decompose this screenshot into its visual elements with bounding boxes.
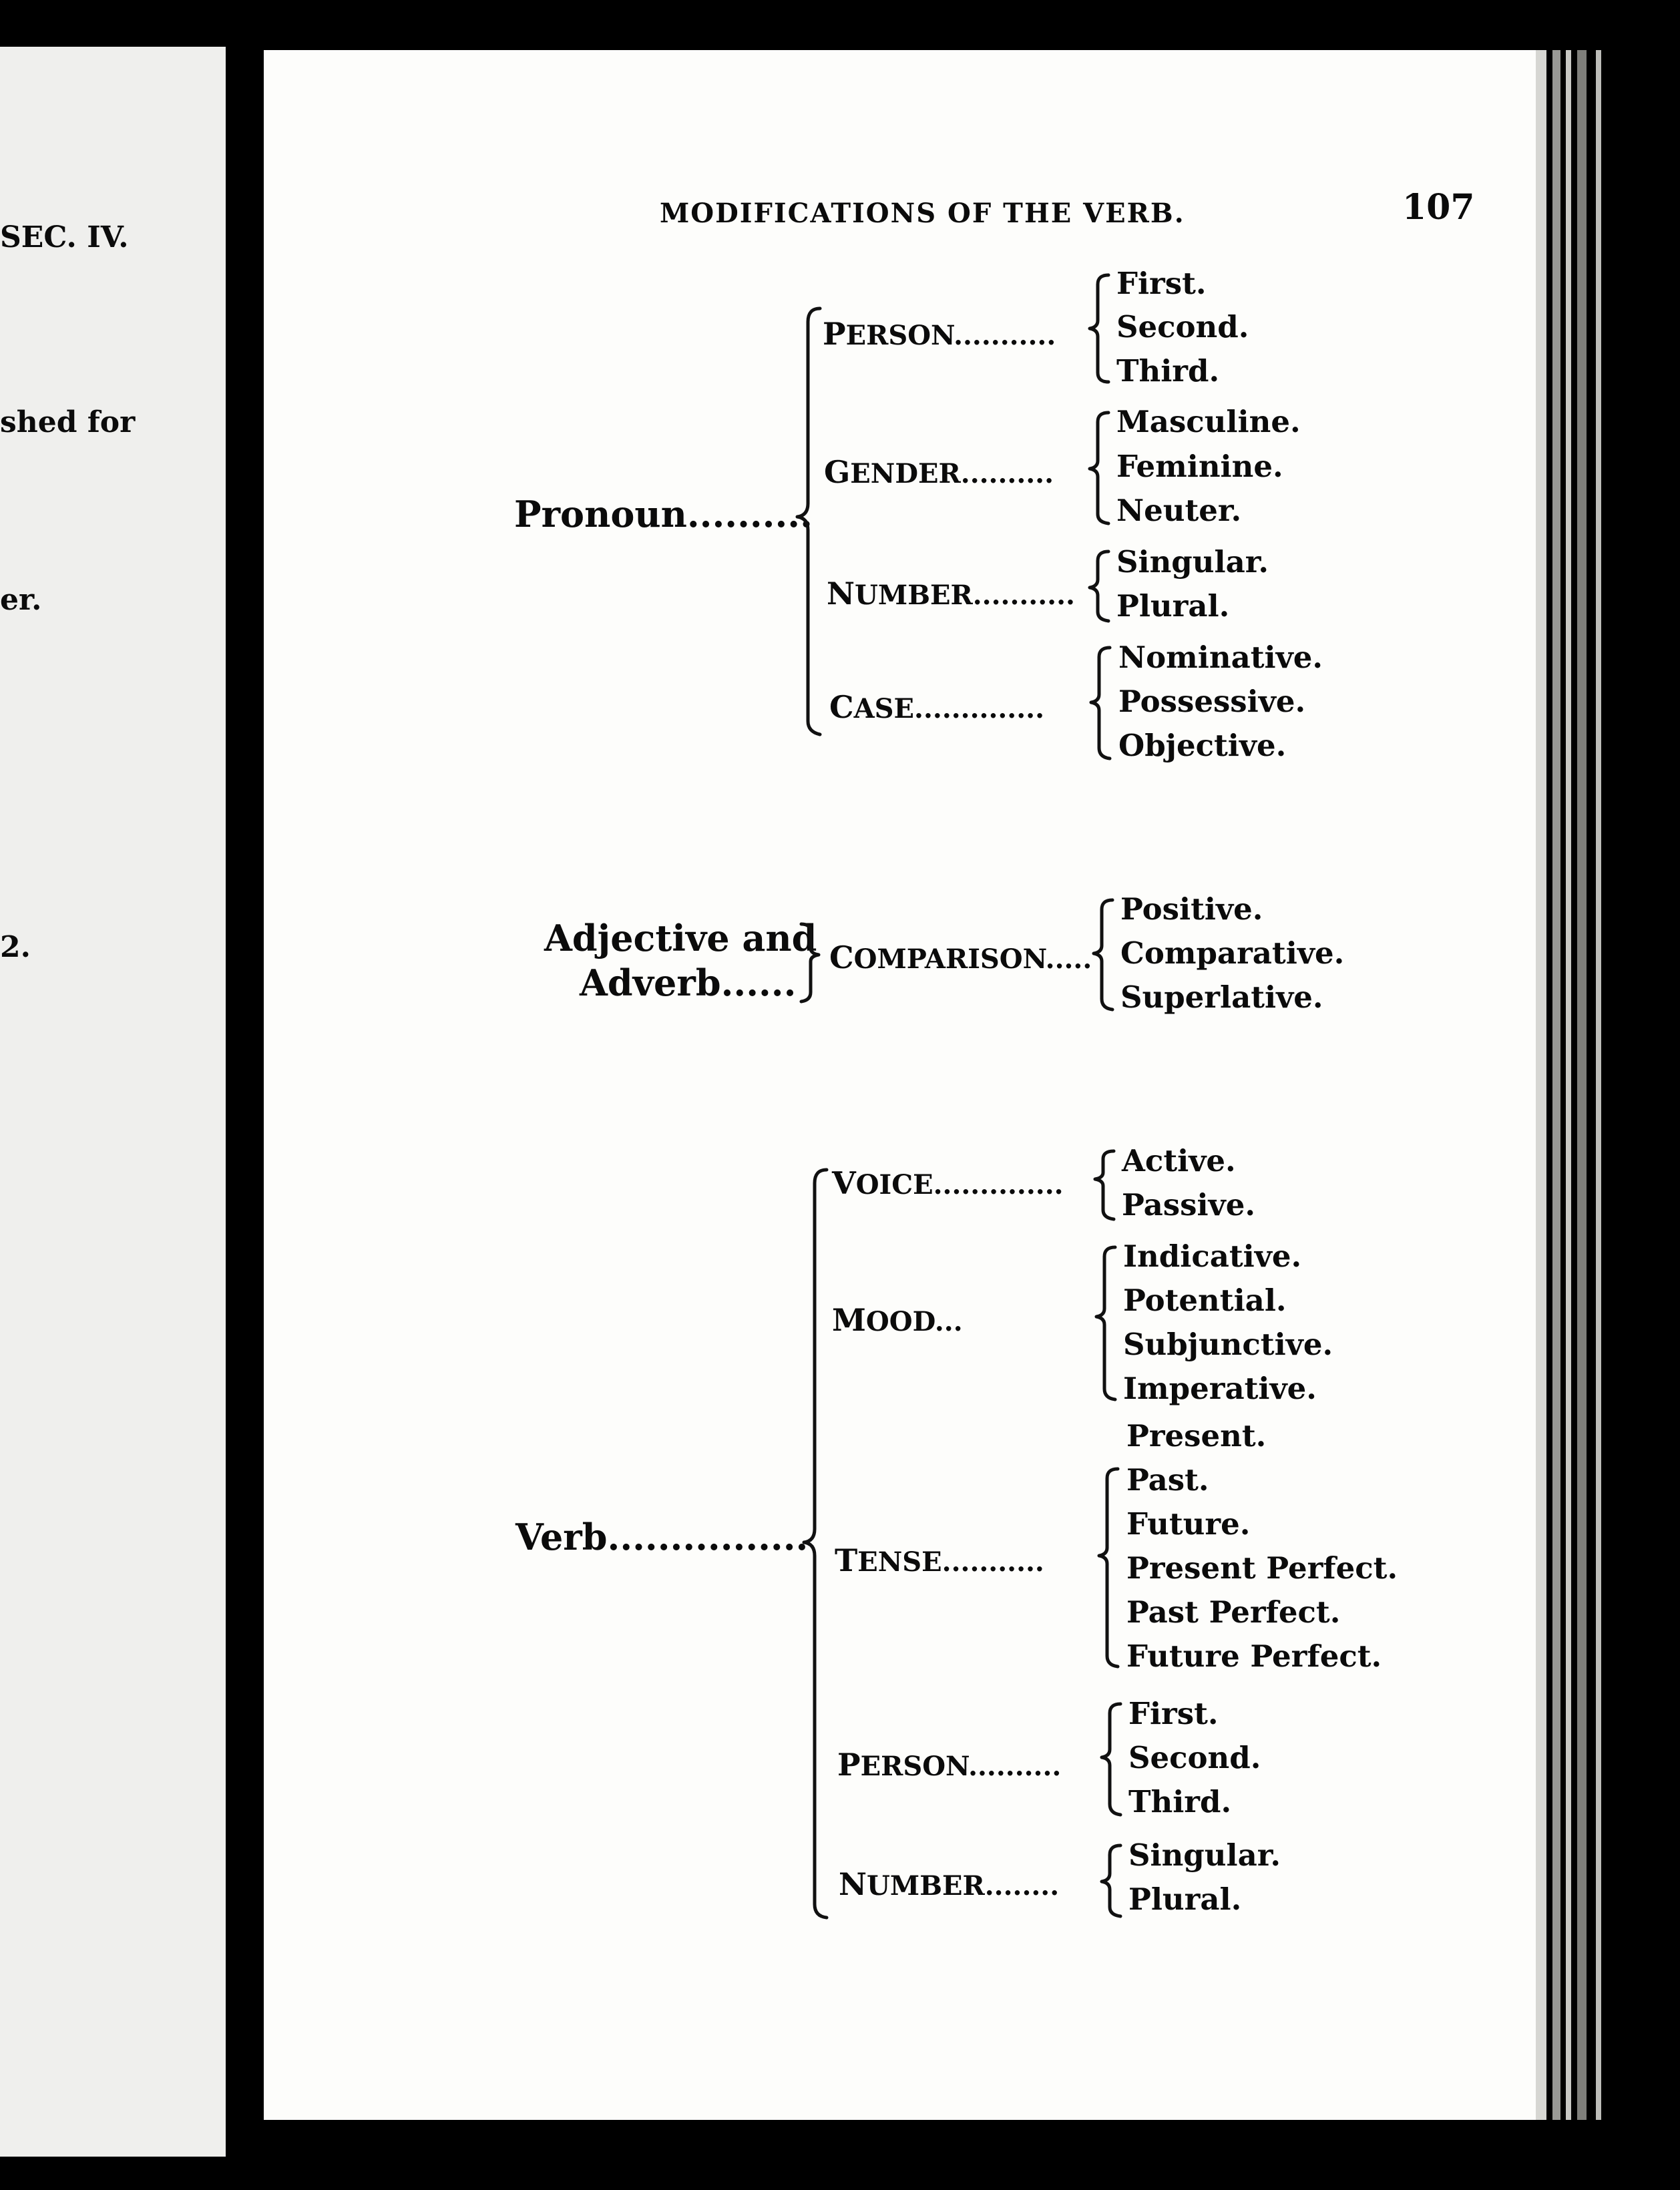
previous-page-section: SEC. IV. bbox=[0, 220, 129, 254]
verb-number-item: Plural. bbox=[1128, 1882, 1242, 1917]
verb-tense-item: Future. bbox=[1126, 1506, 1251, 1542]
running-head: MODIFICATIONS OF THE VERB. bbox=[660, 198, 1185, 229]
pronoun-number-label: NUMBER........... bbox=[827, 576, 1075, 612]
pronoun-gender-item: Neuter. bbox=[1116, 493, 1242, 528]
verb-mood-item: Subjunctive. bbox=[1123, 1327, 1333, 1362]
pronoun-case-item: Objective. bbox=[1118, 728, 1287, 763]
pronoun-case-item: Nominative. bbox=[1118, 640, 1323, 675]
verb-tense-item: Past. bbox=[1126, 1462, 1209, 1498]
verb-person-item: First. bbox=[1128, 1696, 1219, 1731]
pronoun-person-label: PERSON........... bbox=[823, 316, 1056, 352]
page-edge bbox=[1566, 50, 1571, 2120]
previous-page-fragment: shed for bbox=[0, 405, 136, 439]
verb-mood-item: Imperative. bbox=[1123, 1371, 1317, 1406]
comparison-item: Comparative. bbox=[1120, 935, 1345, 971]
page bbox=[264, 50, 1536, 2120]
verb-voice-item: Active. bbox=[1122, 1143, 1236, 1178]
comparison-label: COMPARISON..... bbox=[829, 939, 1092, 975]
page-edge bbox=[1552, 50, 1560, 2120]
pronoun-person-item: Second. bbox=[1116, 309, 1249, 345]
verb-tense-item: Present Perfect. bbox=[1126, 1550, 1398, 1586]
verb-mood-label: MOOD... bbox=[832, 1302, 963, 1338]
pronoun-person-item: First. bbox=[1116, 266, 1207, 301]
pronoun-number-item: Singular. bbox=[1116, 544, 1269, 580]
adjective-title: Adverb...... bbox=[580, 961, 797, 1004]
pronoun-gender-item: Masculine. bbox=[1116, 404, 1301, 439]
previous-page bbox=[0, 47, 226, 2157]
pronoun-gender-label: GENDER.......... bbox=[824, 454, 1054, 490]
verb-person-item: Third. bbox=[1128, 1784, 1232, 1819]
verb-tense-label: TENSE........... bbox=[835, 1542, 1044, 1578]
verb-voice-item: Passive. bbox=[1122, 1187, 1255, 1223]
verb-tense-item: Future Perfect. bbox=[1126, 1638, 1382, 1674]
verb-voice-label: VOICE.............. bbox=[832, 1165, 1064, 1201]
pronoun-person-item: Third. bbox=[1116, 353, 1220, 389]
verb-mood-item: Potential. bbox=[1123, 1283, 1287, 1318]
pronoun-case-label: CASE.............. bbox=[829, 689, 1045, 725]
verb-number-label: NUMBER........ bbox=[839, 1866, 1060, 1902]
pronoun-case-item: Possessive. bbox=[1118, 684, 1306, 719]
pronoun-title: Pronoun.......... bbox=[514, 493, 813, 535]
verb-title: Verb................ bbox=[515, 1516, 809, 1558]
page-edge bbox=[1536, 50, 1546, 2120]
comparison-item: Positive. bbox=[1120, 891, 1263, 927]
comparison-item: Superlative. bbox=[1120, 979, 1323, 1015]
adjective-title: Adjective and bbox=[544, 917, 817, 959]
verb-tense-item: Past Perfect. bbox=[1126, 1594, 1341, 1630]
verb-number-item: Singular. bbox=[1128, 1837, 1281, 1873]
verb-tense-item: Present. bbox=[1126, 1418, 1267, 1454]
page-edge bbox=[1596, 50, 1601, 2120]
previous-page-fragment: er. bbox=[0, 583, 42, 617]
pronoun-gender-item: Feminine. bbox=[1116, 449, 1283, 484]
verb-person-label: PERSON.......... bbox=[837, 1747, 1062, 1783]
page-number: 107 bbox=[1402, 187, 1475, 228]
pronoun-number-item: Plural. bbox=[1116, 588, 1230, 624]
previous-page-fragment: 2. bbox=[0, 930, 31, 964]
page-edge bbox=[1577, 50, 1587, 2120]
verb-mood-item: Indicative. bbox=[1123, 1239, 1302, 1274]
verb-person-item: Second. bbox=[1128, 1740, 1261, 1775]
